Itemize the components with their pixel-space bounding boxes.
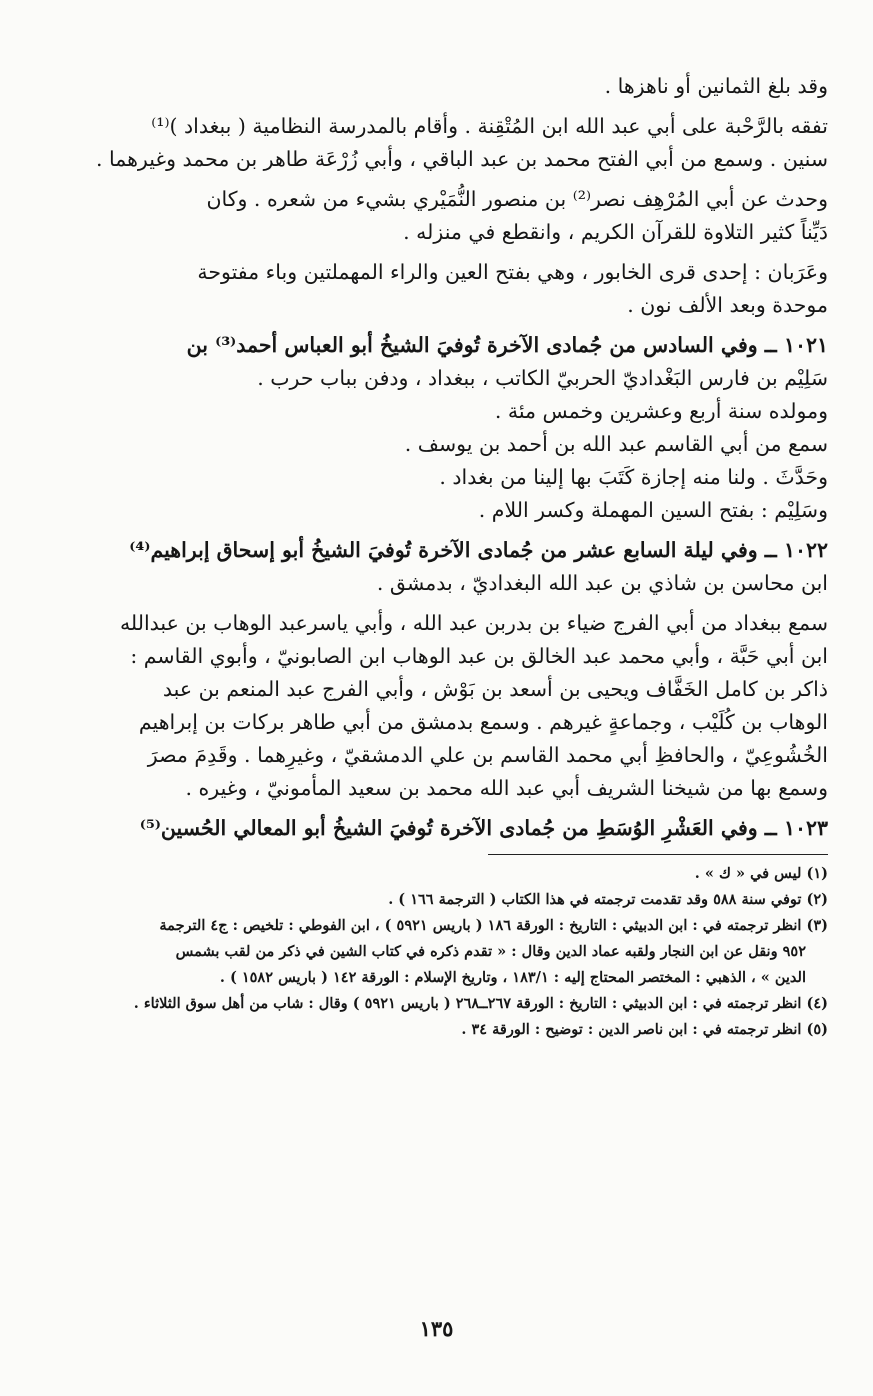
text-line: الوهاب بن كُلَيْب ، وجماعةٍ غيرهم . وسمع بدمشق من أبي طاهر بركات بن إبراهيم (138, 710, 828, 734)
text-line: ذاكر بن كامل الخَفَّاف ويحيى بن أسعد بن بَوْش ، وأبي الفرج عبد المنعم بن عبد (162, 677, 828, 701)
text-line: وسمع بها من شيخنا الشريف أبي عبد الله محمد بن سعيد المأمونيّ ، وغيره . (185, 776, 828, 800)
text-line: ابن محاسن بن شاذي بن عبد الله البغداديّ ، بدمشق . (376, 571, 828, 595)
entry-heading: ١٠٢٢ ــ وفي ليلة السابع عشر من جُمادى الآخرة تُوفيَ الشيخُ أبو إسحاق إبراهيم⁽⁴⁾ (129, 538, 828, 562)
text-line: موحدة وبعد الألف نون . (627, 293, 828, 317)
text-line: ابن أبي حَبَّة ، وأبي محمد عبد الخالق بن عبد الوهاب ابن الصابونيّ ، وأبوي القاسم : (130, 644, 828, 668)
text-line: سَلِيْم بن فارس البَغْداديّ الحربيّ الكاتب ، ببغداد ، ودفن بباب حرب . (257, 366, 828, 390)
footnote-continuation: الدين » ، الذهبي : المختصر المحتاج إليه : ١٨٣/١ ، وتاريخ الإسلام : الورقة ١٤٢ ( باريس ١٥٨٢ ) . (219, 969, 806, 986)
text-line: وسَلِيْم : بفتح السين المهملة وكسر اللام . (478, 498, 828, 522)
page-number: ١٣٥ (419, 1316, 454, 1341)
text-line: وحَدَّثَ . ولنا منه إجازة كَتَبَ بها إلينا من بغداد . (439, 465, 828, 489)
text-line: دَيِّناً كثير التلاوة للقرآن الكريم ، وانقطع في منزله . (403, 220, 828, 244)
footnote: (٤) انظر ترجمته في : ابن الدبيثي : التاريخ : الورقة ٢٦٧ــ٢٦٨ ( باريس ٥٩٢١ ) وقال : شاب من أهل سوق الثلاثاء . (133, 995, 828, 1012)
text-line: سمع من أبي القاسم عبد الله بن أحمد بن يوسف . (404, 432, 828, 456)
text-line: ومولده سنة أربع وعشرين وخمس مئة . (494, 399, 828, 423)
footnote: (١) ليس في « ك » . (694, 865, 828, 882)
footnotes (58, 861, 828, 1043)
footnote-divider (488, 854, 828, 855)
footnote-continuation: ٩٥٢ ونقل عن ابن النجار ولقبه عماد الدين وقال : « تقدم ذكره في كتاب الشين في ذكر من لقب بشمس (175, 943, 806, 960)
entry-heading: ١٠٢٣ ــ وفي العَشْرِ الوُسَطِ من جُمادى الآخرة تُوفيَ الشيخُ أبو المعالي الحُسين⁽⁵⁾ (139, 816, 828, 840)
text-line: تفقه بالرَّحْبة على أبي عبد الله ابن المُتْقِنة . وأقام بالمدرسة النظامية ( ببغداد )⁽¹⁾ (151, 114, 828, 138)
text-line: وعَرَبان : إحدى قرى الخابور ، وهي بفتح العين والراء المهملتين وباء مفتوحة (197, 260, 828, 284)
footnote: (٢) توفي سنة ٥٨٨ وقد تقدمت ترجمته في هذا الكتاب ( الترجمة ١٦٦ ) . (388, 891, 828, 908)
footnote: (٣) انظر ترجمته في : ابن الدبيثي : التاريخ : الورقة ١٨٦ ( باريس ٥٩٢١ ) ، ابن الفوطي : تلخيص : ج٤ الترجمة (159, 917, 828, 934)
page-body (58, 70, 828, 1043)
text-line: سنين . وسمع من أبي الفتح محمد بن عبد الباقي ، وأبي زُرْعَة طاهر بن محمد وغيرهما . (95, 147, 828, 171)
text-line: الخُشُوعِيّ ، والحافظِ أبي محمد القاسم بن علي الدمشقيّ ، وغيرِهما . وقَدِمَ مصرَ (147, 743, 828, 767)
text-line: وقد بلغ الثمانين أو ناهزها . (604, 74, 828, 98)
footnote: (٥) انظر ترجمته في : ابن ناصر الدين : توضيح : الورقة ٣٤ . (461, 1021, 828, 1038)
text-line: وحدث عن أبي المُرْهِف نصر⁽²⁾ بن منصور النُّمَيْري بشيء من شعره . وكان (206, 187, 828, 211)
text-line: سمع ببغداد من أبي الفرج ضياء بن بدربن عبد الله ، وأبي ياسرعبد الوهاب بن عبدالله (119, 611, 828, 635)
entry-heading: ١٠٢١ ــ وفي السادس من جُمادى الآخرة تُوفيَ الشيخُ أبو العباس أحمد⁽³⁾ بن (186, 333, 828, 357)
